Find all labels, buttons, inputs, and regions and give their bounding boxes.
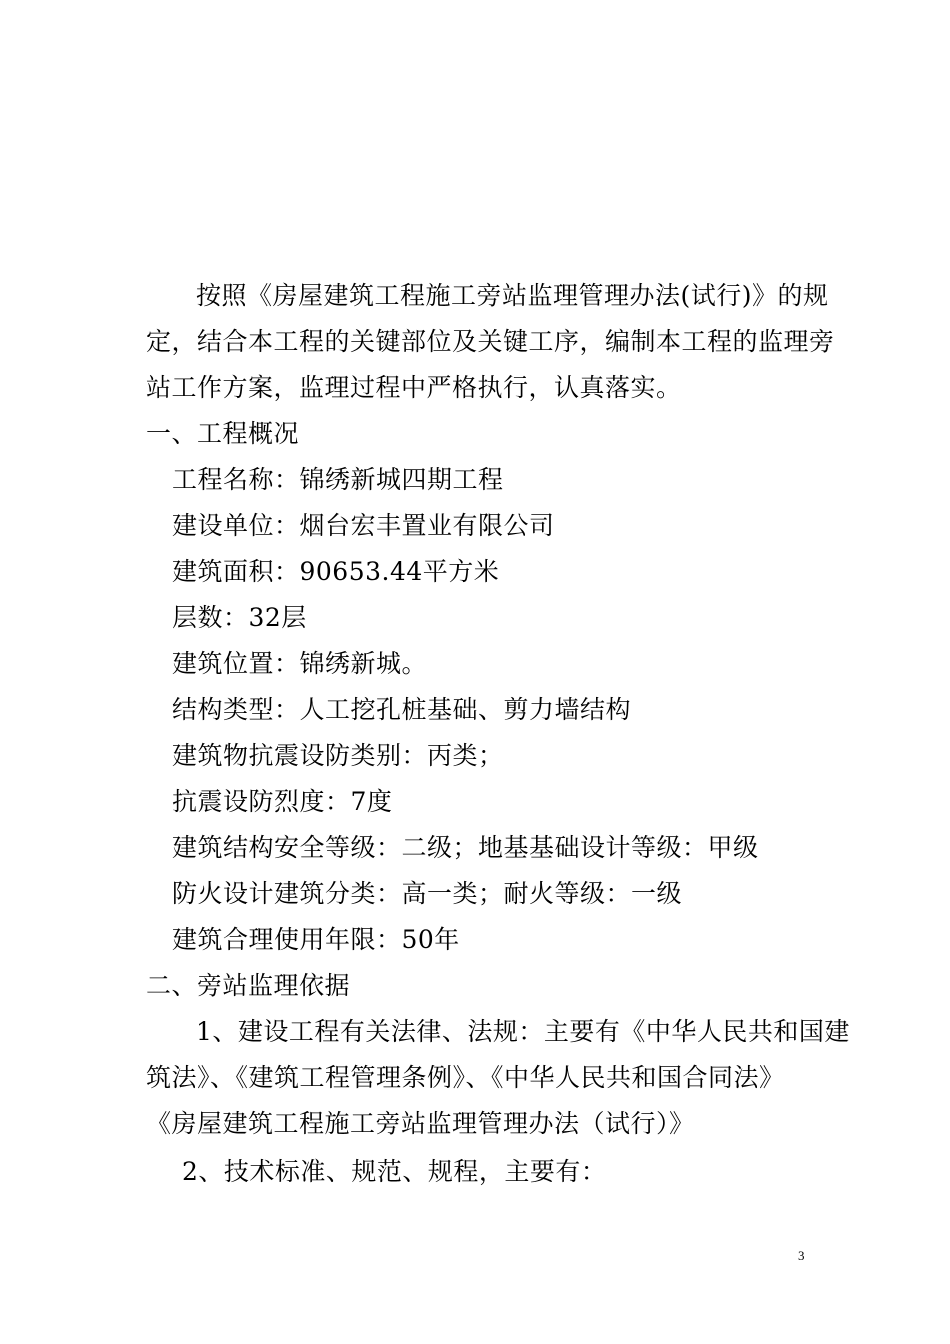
service-life: 建筑合理使用年限：50年 bbox=[172, 925, 460, 954]
basis-para-1-line-3: 《房屋建筑工程施工旁站监理管理办法（试行）》 bbox=[146, 1109, 695, 1138]
seismic-category: 建筑物抗震设防类别：丙类； bbox=[172, 741, 504, 770]
construction-unit: 建设单位：烟台宏丰置业有限公司 bbox=[172, 511, 555, 540]
intro-line-3: 站工作方案，监理过程中严格执行，认真落实。 bbox=[146, 373, 682, 402]
seismic-intensity: 抗震设防烈度：7度 bbox=[172, 787, 393, 816]
intro-line-2: 定，结合本工程的关键部位及关键工序，编制本工程的监理旁 bbox=[146, 327, 835, 356]
building-area: 建筑面积：90653.44平方米 bbox=[172, 557, 500, 586]
basis-para-2: 2、技术标准、规范、规程，主要有： bbox=[182, 1157, 607, 1186]
basis-para-1-line-1: 1、建设工程有关法律、法规：主要有《中华人民共和国建 bbox=[196, 1017, 850, 1046]
section-1-heading: 一、工程概况 bbox=[146, 419, 300, 448]
project-name: 工程名称：锦绣新城四期工程 bbox=[172, 465, 504, 494]
structure-type: 结构类型：人工挖孔桩基础、剪力墙结构 bbox=[172, 695, 632, 724]
section-2-heading: 二、旁站监理依据 bbox=[146, 971, 351, 1000]
fire-classification: 防火设计建筑分类：高一类；耐火等级：一级 bbox=[172, 879, 683, 908]
basis-para-1-line-2: 筑法》、《建筑工程管理条例》、《中华人民共和国合同法》 bbox=[146, 1063, 785, 1092]
floor-count: 层数：32层 bbox=[172, 603, 307, 632]
page-number: 3 bbox=[798, 1248, 805, 1263]
intro-line-1: 按照《房屋建筑工程施工旁站监理管理办法(试行)》的规 bbox=[196, 281, 829, 310]
building-location: 建筑位置：锦绣新城。 bbox=[172, 649, 428, 678]
safety-grade: 建筑结构安全等级：二级；地基基础设计等级：甲级 bbox=[172, 833, 759, 862]
